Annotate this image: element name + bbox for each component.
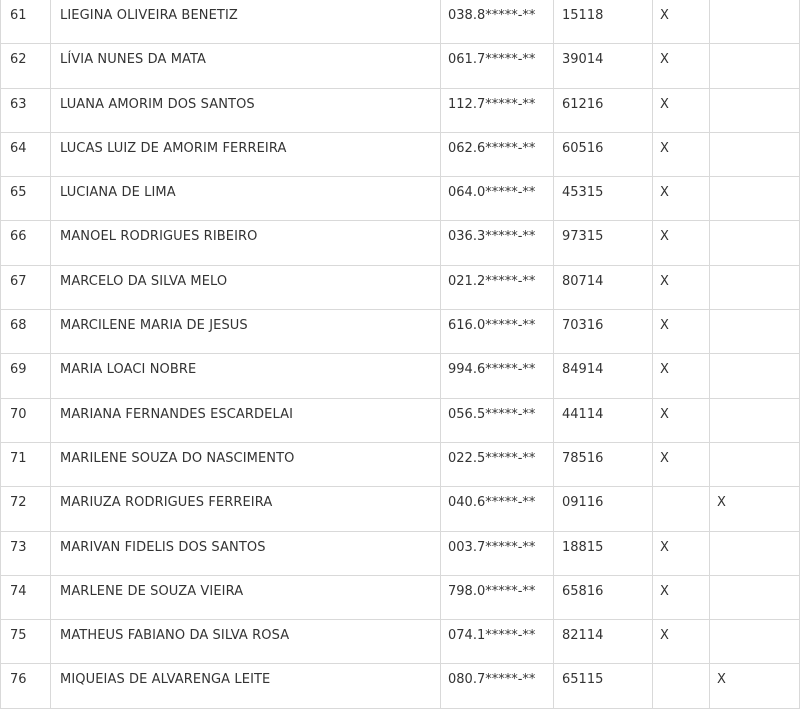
candidate-name: MARIA LOACI NOBRE	[51, 354, 441, 397]
mark-column-b	[710, 89, 800, 132]
mark-column-b	[710, 0, 800, 43]
mark-column-a: X	[653, 354, 710, 397]
row-number: 62	[1, 44, 51, 87]
mark-column-b	[710, 177, 800, 220]
row-number: 68	[1, 310, 51, 353]
masked-cpf: 022.5*****-**	[441, 443, 554, 486]
row-number: 70	[1, 399, 51, 442]
table-row	[1, 487, 800, 531]
table-row	[1, 0, 800, 44]
table-row	[1, 133, 800, 177]
masked-cpf: 040.6*****-**	[441, 487, 554, 530]
table-row	[1, 310, 800, 354]
row-number: 72	[1, 487, 51, 530]
registration-code: 18815	[554, 532, 653, 575]
row-number: 65	[1, 177, 51, 220]
registration-code: 70316	[554, 310, 653, 353]
registration-code: 78516	[554, 443, 653, 486]
mark-column-a: X	[653, 266, 710, 309]
masked-cpf: 003.7*****-**	[441, 532, 554, 575]
table-row	[1, 443, 800, 487]
mark-column-a: X	[653, 89, 710, 132]
masked-cpf: 056.5*****-**	[441, 399, 554, 442]
mark-column-a: X	[653, 133, 710, 176]
mark-column-b: X	[710, 664, 800, 707]
masked-cpf: 062.6*****-**	[441, 133, 554, 176]
mark-column-b	[710, 354, 800, 397]
mark-column-a: X	[653, 44, 710, 87]
table-row	[1, 399, 800, 443]
mark-column-a: X	[653, 177, 710, 220]
mark-column-b	[710, 133, 800, 176]
registration-code: 84914	[554, 354, 653, 397]
table-row	[1, 221, 800, 265]
mark-column-a: X	[653, 443, 710, 486]
table-row	[1, 44, 800, 88]
registration-code: 65816	[554, 576, 653, 619]
table-row	[1, 354, 800, 398]
mark-column-a: X	[653, 221, 710, 264]
registration-code: 39014	[554, 44, 653, 87]
registration-code: 15118	[554, 0, 653, 43]
registration-code: 65115	[554, 664, 653, 707]
row-number: 63	[1, 89, 51, 132]
masked-cpf: 036.3*****-**	[441, 221, 554, 264]
masked-cpf: 798.0*****-**	[441, 576, 554, 619]
mark-column-b	[710, 310, 800, 353]
candidate-name: MARCILENE MARIA DE JESUS	[51, 310, 441, 353]
mark-column-a: X	[653, 0, 710, 43]
masked-cpf: 064.0*****-**	[441, 177, 554, 220]
mark-column-a: X	[653, 310, 710, 353]
candidate-name: MARLENE DE SOUZA VIEIRA	[51, 576, 441, 619]
row-number: 73	[1, 532, 51, 575]
mark-column-a: X	[653, 532, 710, 575]
candidate-name: MIQUEIAS DE ALVARENGA LEITE	[51, 664, 441, 707]
candidate-name: MARCELO DA SILVA MELO	[51, 266, 441, 309]
table-row	[1, 664, 800, 708]
mark-column-b	[710, 399, 800, 442]
mark-column-b	[710, 620, 800, 663]
masked-cpf: 616.0*****-**	[441, 310, 554, 353]
mark-column-a: X	[653, 399, 710, 442]
candidate-name: LÍVIA NUNES DA MATA	[51, 44, 441, 87]
masked-cpf: 112.7*****-**	[441, 89, 554, 132]
candidate-name: LUANA AMORIM DOS SANTOS	[51, 89, 441, 132]
candidate-name: MARILENE SOUZA DO NASCIMENTO	[51, 443, 441, 486]
mark-column-b	[710, 221, 800, 264]
registration-code: 44114	[554, 399, 653, 442]
masked-cpf: 080.7*****-**	[441, 664, 554, 707]
candidate-name: MANOEL RODRIGUES RIBEIRO	[51, 221, 441, 264]
mark-column-b	[710, 576, 800, 619]
candidate-name: LIEGINA OLIVEIRA BENETIZ	[51, 0, 441, 43]
registration-code: 60516	[554, 133, 653, 176]
table-row	[1, 576, 800, 620]
masked-cpf: 038.8*****-**	[441, 0, 554, 43]
mark-column-a	[653, 487, 710, 530]
mark-column-b	[710, 266, 800, 309]
registration-code: 45315	[554, 177, 653, 220]
row-number: 66	[1, 221, 51, 264]
registration-code: 61216	[554, 89, 653, 132]
row-number: 61	[1, 0, 51, 43]
mark-column-a	[653, 664, 710, 707]
table-row	[1, 89, 800, 133]
candidate-name: LUCIANA DE LIMA	[51, 177, 441, 220]
mark-column-b	[710, 532, 800, 575]
masked-cpf: 061.7*****-**	[441, 44, 554, 87]
table-row	[1, 177, 800, 221]
registration-code: 80714	[554, 266, 653, 309]
row-number: 74	[1, 576, 51, 619]
registration-code: 09116	[554, 487, 653, 530]
row-number: 76	[1, 664, 51, 707]
candidate-name: MARIVAN FIDELIS DOS SANTOS	[51, 532, 441, 575]
masked-cpf: 994.6*****-**	[441, 354, 554, 397]
candidate-name: MARIUZA RODRIGUES FERREIRA	[51, 487, 441, 530]
row-number: 71	[1, 443, 51, 486]
row-number: 64	[1, 133, 51, 176]
mark-column-a: X	[653, 620, 710, 663]
registration-code: 82114	[554, 620, 653, 663]
candidate-name: MARIANA FERNANDES ESCARDELAI	[51, 399, 441, 442]
row-number: 69	[1, 354, 51, 397]
masked-cpf: 021.2*****-**	[441, 266, 554, 309]
candidate-name: LUCAS LUIZ DE AMORIM FERREIRA	[51, 133, 441, 176]
mark-column-b	[710, 443, 800, 486]
row-number: 67	[1, 266, 51, 309]
table-row	[1, 620, 800, 664]
table-row	[1, 266, 800, 310]
row-number: 75	[1, 620, 51, 663]
masked-cpf: 074.1*****-**	[441, 620, 554, 663]
mark-column-b	[710, 44, 800, 87]
mark-column-b: X	[710, 487, 800, 530]
mark-column-a: X	[653, 576, 710, 619]
registration-code: 97315	[554, 221, 653, 264]
table-row	[1, 532, 800, 576]
candidate-name: MATHEUS FABIANO DA SILVA ROSA	[51, 620, 441, 663]
